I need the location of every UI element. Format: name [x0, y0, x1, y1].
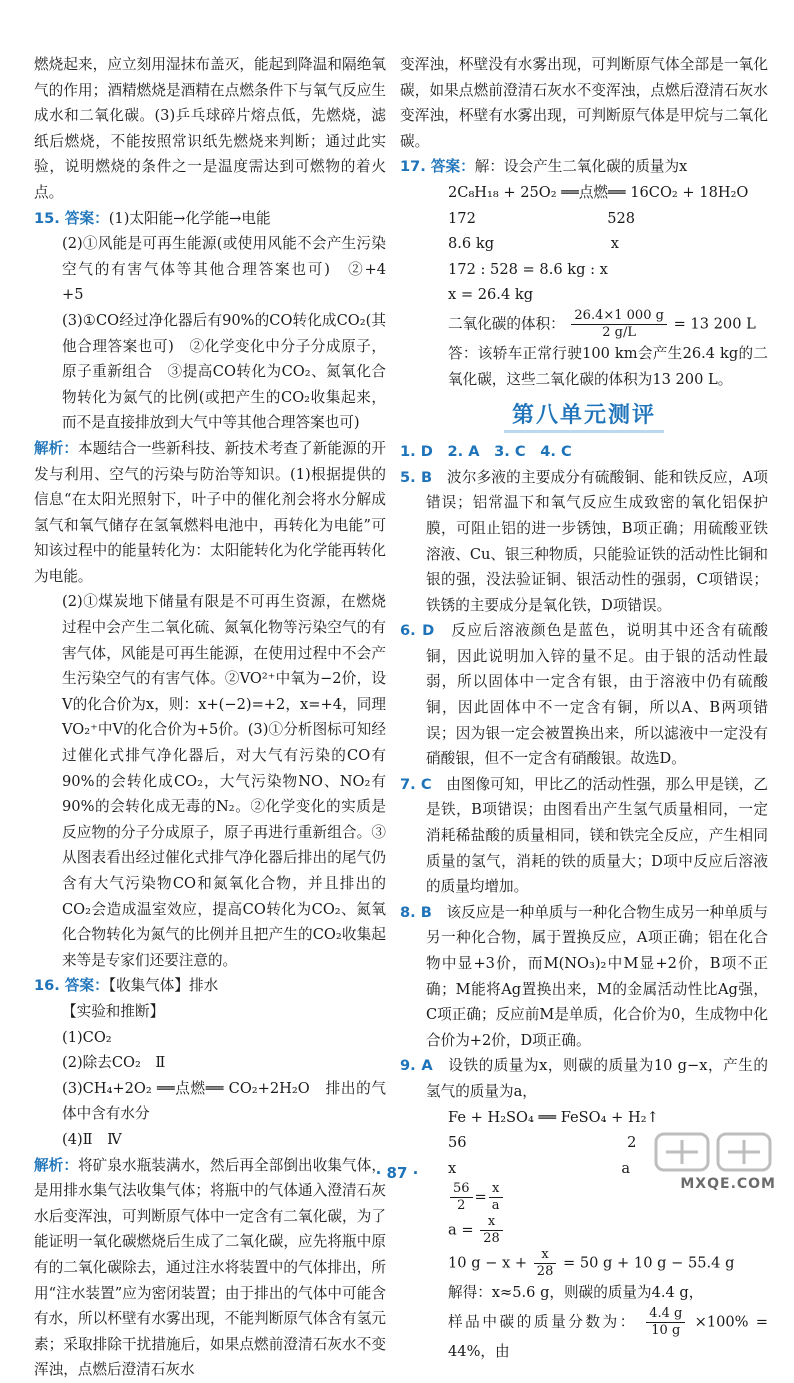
paragraph-text: (3)CH₄+2O₂ ══点燃══ CO₂+2H₂O 排出的气体中含有水分 — [62, 1079, 386, 1123]
q9-a-lhs: a = — [448, 1221, 474, 1239]
question-label: 15. 答案： — [34, 209, 109, 227]
question-label: 5. B — [400, 468, 433, 486]
q9-frac-result: ×100% = 44%，由 — [448, 1313, 768, 1360]
paragraph — [34, 52, 386, 206]
q17-volume-denominator: 2 g/L — [602, 324, 637, 340]
paragraph — [34, 1076, 386, 1127]
paragraph — [34, 1050, 386, 1076]
equation-line: 172 : 528 = 8.6 kg : x — [448, 260, 608, 278]
paragraph — [34, 231, 401, 308]
question-label: 1. D 2. A 3. C 4. C — [400, 443, 572, 461]
paragraph — [400, 1053, 768, 1104]
equation-line: 2C₈H₁₈ + 25O₂ ══点燃══ 16CO₂ + 18H₂O — [448, 183, 749, 201]
q9-equation-line — [448, 1247, 768, 1280]
q9-line-a: 10 g − x + — [448, 1254, 528, 1272]
paragraph-text: 由图像可知，甲比乙的活动性强，那么甲是镁，乙是铁，B项错误；由图看出产生氢气质量相同，一定消耗稀盐酸的质量相同，镁和铁完全反应，产生相同质量的氢气，消耗的铁的质量大；D项中反应后溶液的质量均增加。 — [426, 775, 768, 896]
question-label: 16. 答案： — [34, 977, 109, 995]
q9-line-frac-num: x — [534, 1247, 557, 1264]
paragraph-text: 反应后溶液颜色是蓝色，说明其中还含有硫酸铜，因此说明加入锌的量不足。由于银的活动性最弱，所以固体中一定含有银，由于溶液中仍有硫酸铜，因此固体中不一定含有铜，所以A、B两项错误；因为银一定会被置换出来，所以滤液中一定没有硝酸银，但不一定含有硝酸银。故选D。 — [426, 622, 768, 768]
paragraph — [34, 308, 386, 436]
paragraph-text: (2)①煤炭地下储量有限是不可再生资源，在燃烧过程中会产生二氧化硫、氮氧化物等污染空气的有害气体，风能是可再生能源，在使用过程中不会产生污染空气的有害气体。②VO²⁺中氧为−2价，设V的化合价为x，则：x+(−2)=+2，x=+4，同理VO₂⁺中V的化合价为+5价。(3)①分析图标可知经过催化式排气净化器后，对大气有污染的CO有90%的会转化成CO₂，大气污染物NO、NO₂有90%的会转化成无毒的N₂。②化学变化的实质是反应物的分子分成原子，原子再进行重新组合。③从图表看出经过催化式排气净化器后排出的尾气仍含有大气污染物CO和氮氧化合物，并且排出的CO₂会造成温室效应，提高CO转化为CO₂、氮氧化合物转化为氮气的比例并且把产生的CO₂收集起来等是专家们还要注意的。 — [62, 593, 386, 969]
paragraph-text: (1)太阳能→化学能→电能 — [108, 209, 271, 227]
paragraph — [34, 436, 386, 590]
q9-frac-den: 10 g — [651, 1322, 681, 1338]
q9-a-den: 28 — [483, 1231, 500, 1247]
q9-ratio-right-den: a — [491, 1198, 500, 1214]
q9-ratio-left-den: 2 — [457, 1198, 466, 1214]
question-label: 7. C — [400, 775, 432, 793]
paragraph — [400, 900, 768, 1054]
paragraph-text: 该反应是一种单质与一种化合物生成另一种单质与另一种化合物，属于置换反应，A项正确；铝在化合物中显+3价，而M(NO₃)₂中M显+2价，B项不正确；M能将Ag置换出来，M的金属活动性比Ag强，C项正确；反应前M是单质，化合价为0，生成物中化合价为+2价，D项正确。 — [426, 903, 768, 1049]
paragraph — [34, 973, 386, 999]
paragraph — [400, 465, 768, 619]
section-title — [400, 398, 768, 429]
paragraph — [400, 154, 768, 180]
q9-frac-label: 样品中碳的质量分数为： — [448, 1313, 637, 1331]
section-title-text: 第八单元测评 — [504, 403, 664, 433]
equation-line: 172 528 — [448, 209, 636, 227]
paragraph-text: 【收集气体】排水 — [108, 977, 219, 995]
paragraph — [34, 1127, 386, 1153]
q17-volume-label: 二氧化碳的体积： — [448, 315, 565, 333]
paragraph-text: 解：设会产生二氧化碳的质量为x — [474, 158, 688, 176]
q17-equation-lines — [448, 180, 768, 308]
q9-frac-num: 4.4 g — [646, 1306, 685, 1323]
question-label: 17. 答案： — [400, 158, 475, 176]
q9-line-frac-den: 28 — [536, 1264, 554, 1280]
q9-line-b: = 50 g + 10 g − 55.4 g — [562, 1254, 735, 1272]
paragraph-text: 燃烧起来，应立刻用湿抹布盖灭，能起到降温和隔绝氧气的作用；酒精燃烧是酒精在点燃条件下与氧气反应生成水和二氧化碳。(3)乒乓球碎片熔点低，先燃烧，滤纸后燃烧，不能按照常识纸先燃烧来判断；通过此实验，说明燃烧的条件之一是温度需达到可燃物的着火点。 — [34, 56, 386, 201]
question-label: 解析： — [34, 439, 79, 457]
paragraph — [34, 589, 386, 973]
q17-calculation — [400, 180, 768, 308]
paragraph-text: (4)Ⅱ Ⅳ — [62, 1130, 122, 1148]
q9-ratio-right — [489, 1181, 503, 1214]
q9-fraction-line — [400, 1306, 768, 1365]
paragraph-text: 本题结合一些新科技、新技术考查了新能源的开发与利用、空气的污染与防治等知识。(1)根据提供的信息“在太阳光照射下，叶子中的催化剂会将水分解成氢气和氧气储存在氢氧燃料电池中，再转化为电能”可知该过程中的能量转化为：太阳能转化为化学能再转化为电能。 — [34, 439, 386, 585]
q17-volume-line — [400, 308, 768, 341]
paragraph — [400, 52, 768, 154]
equation-line: x = 26.4 kg — [448, 286, 534, 304]
q9-solve: 解得：x≈5.6 g，则碳的质量为4.4 g， — [448, 1284, 704, 1302]
right-top-block — [400, 52, 768, 180]
equation-line: 8.6 kg x — [448, 235, 620, 253]
paragraph-text: 设铁的质量为x，则碳的质量为10 g−x，产生的氢气的质量为a， — [426, 1057, 768, 1100]
paragraph-text: 波尔多液的主要成分有硫酸铜、能和铁反应，A项错误；铝常温下和氧气反应生成致密的氧化铝保护膜，可阻止铝的进一步锈蚀，B项正确；用硫酸亚铁溶液、Cu、银三种物质，只能验证铁的活动性比铜和银的强，没法验证铜、银活动性的强弱，C项错误；铁锈的主要成分是氧化铁，D项错误。 — [426, 468, 768, 614]
paragraph — [400, 439, 768, 465]
paragraph — [400, 772, 768, 900]
q9-ratio-right-num: x — [489, 1181, 503, 1198]
paragraph — [400, 618, 768, 772]
q9-ratio-left-num: 56 — [450, 1181, 473, 1198]
paragraph-text: (3)①CO经过净化器后有90%的CO转化成CO₂(其他合理答案也可) ②化学变化中分子分成原子，原子重新组合 ③提高CO转化为CO₂、氮氧化合物转化为氮气的比例(或把产生的CO₂收集起来，而不是直接排放到大气中等其他合理答案也可) — [62, 311, 386, 432]
q9-a-fraction — [480, 1214, 503, 1247]
paragraph — [34, 1153, 386, 1383]
paragraph — [34, 206, 386, 232]
q9-a-line — [448, 1214, 768, 1247]
q9-ratio-left — [450, 1181, 473, 1214]
paragraph — [34, 1025, 386, 1051]
q17-volume-fraction — [571, 308, 667, 341]
right-bottom-block — [400, 439, 768, 1104]
paragraph-text: 将矿泉水瓶装满水，然后再全部倒出收集气体，是用排水集气法收集气体；将瓶中的气体通入澄清石灰水后变浑浊，可判断原气体中一定含有二氧化碳，为了能证明一氧化碳燃烧后生成了二氧化碳，应先将瓶中原有的二氧化碳除去，通过注水将装置中的气体排出，所用“注水装置”应为密闭装置；由于排出的气体中可能含有水，所以杯壁有水雾出现，不能判断原气体含有氢元素；采取排除干扰措施后，如果点燃前澄清石灰水不变浑浊，点燃后澄清石灰水 — [34, 1156, 386, 1379]
question-label: 8. B — [400, 903, 432, 921]
paragraph-text: 变浑浊，杯壁没有水雾出现，可判断原气体全部是一氧化碳，如果点燃前澄清石灰水不变浑浊，点燃后澄清石灰水变浑浊，杯壁有水雾出现，可判断原气体是甲烷与二氧化碳。 — [400, 56, 768, 150]
equation-line: 56 2 — [448, 1134, 637, 1152]
question-label: 9. A — [400, 1057, 433, 1075]
equation-line: Fe + H₂SO₄ ══ FeSO₄ + H₂↑ — [448, 1108, 659, 1126]
page-number: · 87 · — [375, 1164, 419, 1182]
q9-a-num: x — [480, 1214, 503, 1231]
q9-ratio-line: $\frac{56}{2}$ = $\frac{x}{a}$ — [448, 1181, 768, 1214]
q9-carbon-fraction — [646, 1306, 685, 1339]
q9-line-fraction — [534, 1247, 557, 1280]
paragraph-text: 【实验和推断】 — [62, 1002, 165, 1020]
q17-volume-result: = 13 200 L — [673, 315, 756, 333]
watermark-text: MXQE.COM — [680, 1176, 776, 1192]
paragraph-text: (1)CO₂ — [62, 1028, 112, 1046]
question-label: 解析： — [34, 1156, 79, 1174]
paragraph — [34, 999, 386, 1025]
question-label: 6. D — [400, 622, 435, 640]
equation-line: x a — [448, 1159, 631, 1177]
q17-volume-numerator: 26.4×1 000 g — [571, 308, 667, 325]
paragraph-text: (2)除去CO₂ Ⅱ — [62, 1054, 166, 1072]
q17-answer: 答：该轿车正常行驶100 km会产生26.4 kg的二氧化碳，这些二氧化碳的体积为13 200 L。 — [448, 344, 768, 388]
paragraph-text: (2)①风能是可再生能源(或使用风能不会产生污染空气的有害气体等其他合理答案也可) ②+4 +5 — [62, 235, 401, 304]
